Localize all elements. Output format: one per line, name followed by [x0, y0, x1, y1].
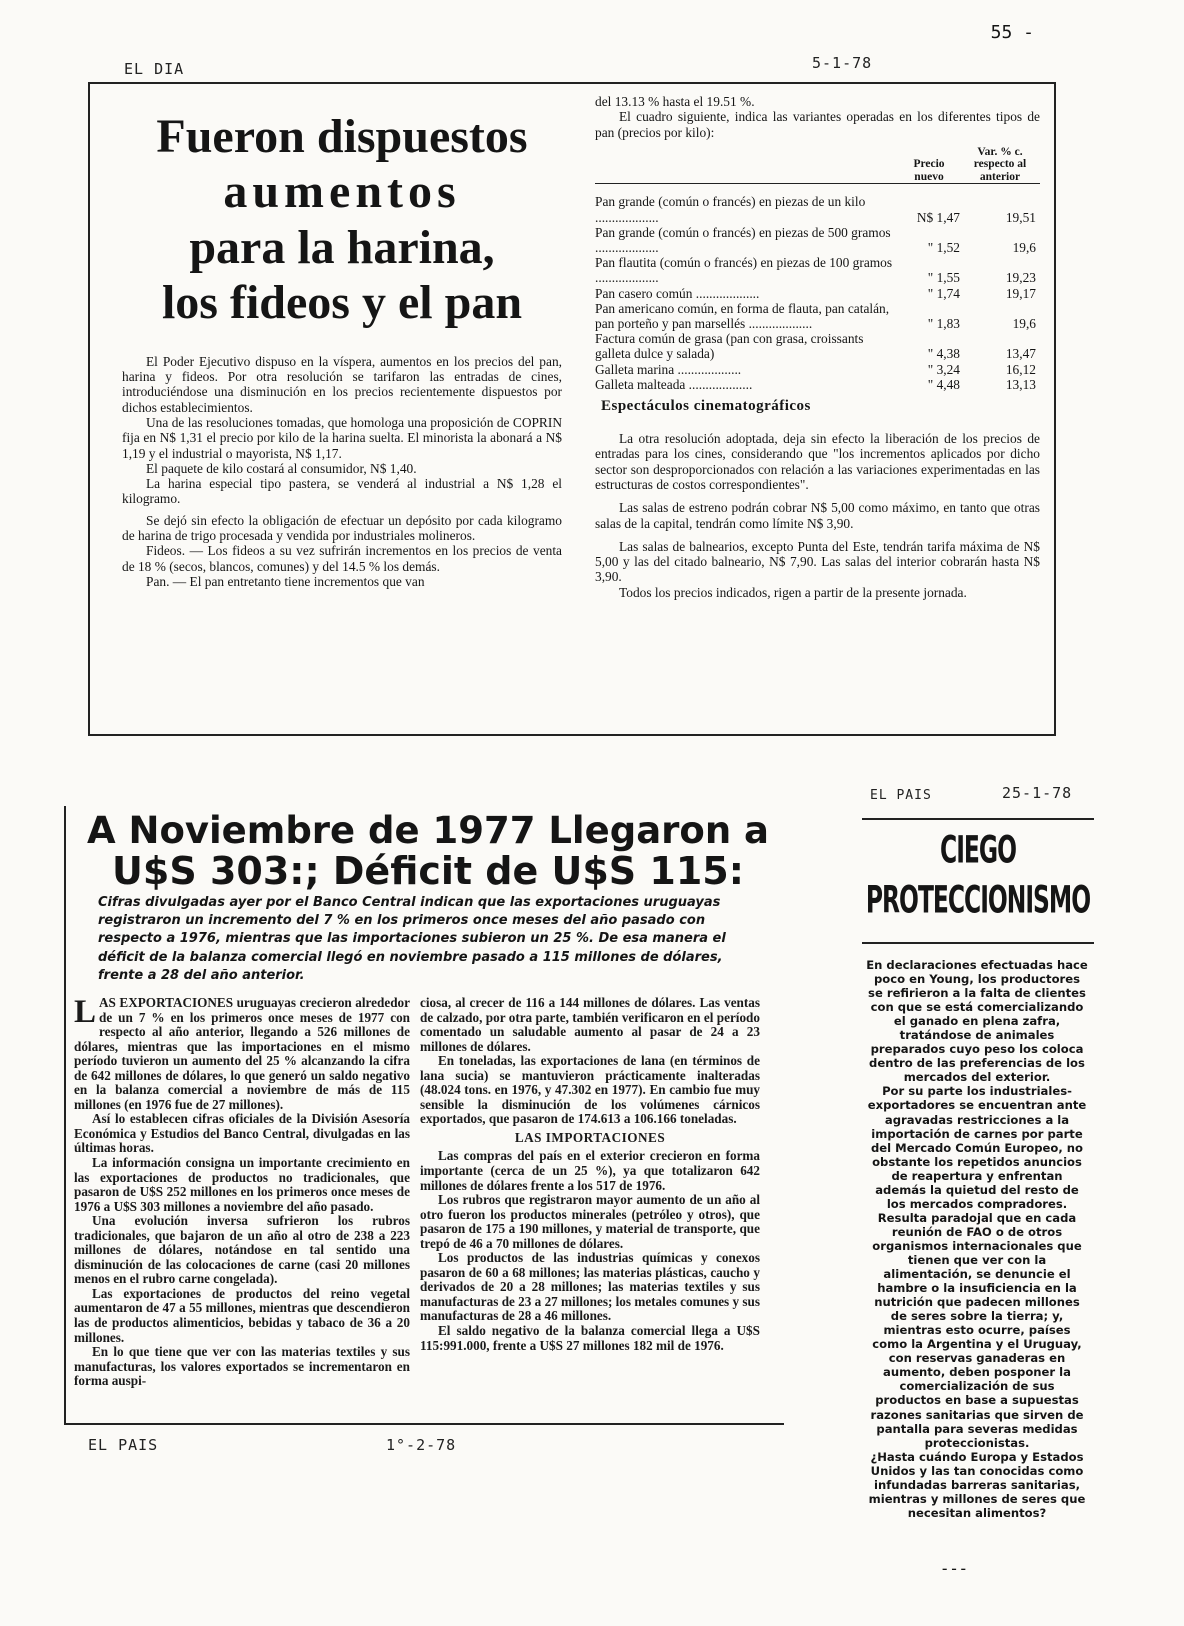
headline-line-4: los fideos y el pan	[161, 276, 523, 330]
paragraph: Una de las resoluciones tomadas, que homologa una proposición de COPRIN fija en N$ 1,31 el precio por kilo de la harina suelta. El minorista la abonará a N$ 1,19 y el industrial o mayorista, N$ 1,17.	[122, 414, 562, 461]
new-price: " 4,38	[927, 346, 960, 362]
paragraph: Los rubros que registraron mayor aumento de un año al otro fueron los productos minerales (petróleo y otros), que pasaron de 175 a 190 millones, y material de transporte, que trepó de 46 a 70 millones de dólares.	[420, 1192, 760, 1251]
paragraph: Las exportaciones de productos del reino vegetal aumentaron de 47 a 55 millones, mientras que descendieron las de productos alimenticios, bebidas y tabaco de 36 a 20 millones.	[74, 1285, 410, 1345]
price-variation: 19,17	[1005, 285, 1036, 301]
new-price: N$ 1,47	[916, 209, 960, 225]
article2-column-2	[420, 996, 760, 1353]
end-mark: - - -	[942, 1560, 966, 1577]
table-row	[595, 377, 1040, 392]
price-variation: 19,23	[1005, 270, 1036, 286]
new-price: " 4,48	[927, 376, 960, 392]
article-2	[64, 800, 784, 1425]
paragraph: ¿Hasta cuándo Europa y Estados Unidos y las tan conocidas como infundadas barreras sanitarias, mientras y millones de seres que necesitan alimentos?	[868, 1449, 1086, 1520]
header-variation: Var. % c. respecto al anterior	[960, 146, 1040, 184]
price-variation: 13,47	[1005, 346, 1036, 362]
paragraph: Pan. — El pan entretanto tiene incrementos que van	[146, 573, 425, 589]
paragraph: Todos los precios indicados, rigen a partir de la presente jornada.	[619, 584, 967, 600]
paragraph: El Poder Ejecutivo dispuso en la víspera, aumentos en los precios del pan, harina y fideos. Por otra resolución se tarifaron las entradas de cines, introduciéndose una disminución en los precios recientemente dispuestos por dichos establecimientos.	[122, 353, 562, 415]
headline-line-2: aumentos	[223, 165, 461, 219]
paragraph: Las salas de balnearios, excepto Punta del Este, tendrán tarifa máxima de N$ 5,00 y las del citado balneario, N$ 7,90. Las salas del interior cobrarán hasta N$ 3,90.	[595, 538, 1040, 585]
article-1	[88, 82, 1056, 736]
paragraph: El cuadro siguiente, indica las variantes operadas en los diferentes tipos de pan (precios por kilo):	[595, 109, 1040, 140]
paragraph: En lo que tiene que ver con las materias textiles y sus manufacturas, los valores exportados se incrementaron en forma auspi-	[74, 1344, 410, 1389]
paragraph: La harina especial tipo pastera, se venderá al industrial a N$ 1,28 el kilogramo.	[122, 476, 562, 507]
bread-type: Galleta malteada ...................	[595, 376, 753, 392]
table-row	[595, 362, 1040, 377]
paragraph: Las salas de estreno podrán cobrar N$ 5,00 como máximo, en tanto que otras salas de la capital, tendrán como límite N$ 3,90.	[595, 500, 1040, 531]
bread-type: Pan grande (común o francés) en piezas de 500 gramos ...................	[595, 224, 891, 255]
price-variation: 19,51	[1005, 209, 1036, 225]
new-price: " 1,74	[927, 285, 960, 301]
paragraph: Por su parte los industriales-exportadores se encuentran ante agravadas restricciones a la importación de carnes por parte del Mercado Común Europeo, no obstante los repetidos anuncios de reapertura y enfrentan además la quietud del resto de los mercados compradores.	[867, 1084, 1087, 1211]
price-variation: 19,6	[1012, 240, 1036, 255]
article2-paper-label: EL PAIS	[88, 1436, 159, 1454]
headline-line-3: para la harina,	[189, 220, 495, 274]
paragraph: En declaraciones efectuadas hace poco en Young, los productores se refirieron a la falta de clientes con que se está comercializando el ganado en plena zafra, tratándose de animales preparados cuyo peso los coloca dentro de las preferencias de los mercados del exterior.	[866, 958, 1088, 1085]
article1-right-column	[595, 94, 1040, 600]
bread-type: Pan americano común, en forma de flauta, pan catalán, pan porteño y pan marsellés ...................	[595, 300, 890, 332]
new-price: " 1,55	[927, 270, 960, 286]
bread-type: Factura común de grasa (pan con grasa, croissants galleta dulce y salada)	[595, 331, 864, 362]
price-variation: 19,6	[1012, 316, 1036, 332]
article2-headline	[76, 810, 780, 892]
bread-type: Pan grande (común o francés) en piezas de un kilo ...................	[595, 194, 866, 225]
article3-paper-label: EL PAIS	[870, 788, 932, 803]
bread-type: Pan casero común ...................	[595, 285, 760, 301]
page-number: 55 -	[990, 22, 1034, 43]
header-price: Precio nuevo	[898, 146, 960, 184]
cinema-subhead: Espectáculos cinematográficos	[601, 398, 811, 415]
article3-date-label: 25-1-78	[1002, 784, 1073, 802]
article2-column-1	[74, 996, 410, 1389]
table-row	[595, 225, 1040, 255]
paragraph: Resulta paradojal que en cada reunión de FAO o de otros organismos internacionales que tienen que ver con la alimentación, se denuncie el hambre o la insuficiencia en la nutrición que padecen millones de seres sobre la tierra; y, mientras esto ocurre, países como la Argentina y el Uruguay, con reservas ganaderas en aumento, deben posponer la comercialización de sus productos en base a supuestas razones sanitarias que sirven de pantalla para severas medidas proteccionistas.	[870, 1210, 1084, 1450]
table-row	[595, 184, 1040, 225]
top-rule	[862, 818, 1094, 820]
paragraph: del 13.13 % hasta el 19.51 %.	[595, 94, 755, 109]
article1-left-column	[122, 94, 562, 589]
bread-price-table	[595, 146, 1040, 392]
article1-headline	[122, 112, 562, 328]
paragraph: El saldo negativo de la balanza comercial llega a U$S 115:991.000, frente a U$S 27 millones 182 mil de 1976.	[420, 1323, 760, 1353]
article2-lede: Cifras divulgadas ayer por el Banco Central indican que las exportaciones uruguayas registraron un incremento del 7 % en los primeros once meses del año pasado con respecto a 1976, mientras que las importaciones subieron un 25 %. De esa manera el déficit de la balanza comercial llegó en noviembre pasado a 115 millones de dólares, frente a 28 del año anterior.	[98, 895, 726, 983]
headline-line-1: CIEGO	[940, 829, 1016, 873]
paragraph: Una evolución inversa sufrieron los rubros tradicionales, que bajaron de un año al otro de 238 a 223 millones de dólares, notándose en tal sentido una disminución de las colocaciones de carne (casi 20 millones menos en el rubro carne congelada).	[74, 1213, 410, 1287]
bottom-rule	[64, 1423, 784, 1425]
paragraph: Los productos de las industrias químicas y conexos pasaron de 60 a 68 millones; las materias plásticas, caucho y derivados de 20 a 28 millones; las materias textiles y sus manufacturas de 23 a 27 millones; los metales comunes y sus manufacturas de 28 a 46 millones.	[420, 1250, 760, 1324]
article1-right-intro	[595, 94, 1040, 140]
headline-line-2: U$S 303:; Déficit de U$S 115:	[112, 849, 744, 893]
table-row	[595, 301, 1040, 331]
article1-body	[122, 354, 562, 589]
headline-rule	[862, 942, 1094, 944]
paragraph: En toneladas, las exportaciones de lana (en términos de lana sucia) se mantuvieron prácticamente inalteradas (48.024 tons. en 1976, y 47.302 en 1977). En cambio fue muy sensible la disminución de los volúmenes cárnicos exportados, que pasaron de 174.613 a 106.166 toneladas.	[420, 1053, 760, 1127]
article-3	[862, 818, 1094, 1577]
table-row	[595, 331, 1040, 361]
bread-type: Pan flautita (común o francés) en piezas de 100 gramos ...................	[595, 255, 893, 286]
paragraph: Así lo establecen cifras oficiales de la División Asesoría Económica y Estudios del Banco Central, divulgadas en las últimas horas.	[74, 1111, 410, 1156]
imports-subhead: LAS IMPORTACIONES	[514, 1129, 666, 1145]
article2-date-label: 1°-2-78	[386, 1436, 457, 1454]
paragraph: Las compras del país en el exterior crecieron en forma importante (cerca de un 25 %), ya que totalizaron 642 millones de dólares frente a los 517 de 1976.	[420, 1148, 760, 1193]
paragraph: LAS EXPORTACIONES uruguayas crecieron alrededor de un 7 % en los primeros once meses de 1977 con respecto al año anterior, llegando a 526 millones de dólares, mientras que las importaciones en el mismo período tuvieron un aumento del 25 % alcanzando la cifra de 642 millones de dólares, lo que generó un saldo negativo en la balanza comercial a noviembre de más de 115 millones (en 1976 fue de 27 millones).	[74, 994, 410, 1112]
price-variation: 16,12	[1005, 361, 1036, 377]
article1-paper-label: EL DIA	[124, 60, 185, 78]
table-row	[595, 255, 1040, 285]
article3-headline	[862, 829, 1094, 923]
paragraph: Se dejó sin efecto la obligación de efectuar un depósito por cada kilogramo de harina de trigo procesada y vendida por industriales molineros.	[122, 512, 562, 544]
paragraph: ciosa, al crecer de 116 a 144 millones de dólares. Las ventas de calzado, por otra parte, también verificaron en el período comentado un saludable aumento al pasar de 24 a 23 millones de dólares.	[420, 995, 760, 1054]
bread-type: Galleta marina ...................	[595, 361, 742, 377]
paragraph: Fideos. — Los fideos a su vez sufrirán incrementos en los precios de venta de 18 % (secos, blancos, comunes) y del 14.5 % los demás.	[122, 543, 562, 574]
headline-line-1: A Noviembre de 1977 Llegaron a	[86, 809, 770, 852]
new-price: " 1,83	[927, 316, 960, 332]
column-rule	[64, 806, 66, 1423]
table-row	[595, 286, 1040, 301]
headline-line-1: Fueron dispuestos	[156, 110, 528, 163]
headline-line-2: PROTECCIONISMO	[865, 879, 1091, 923]
article3-body	[866, 958, 1088, 1520]
cinema-body	[595, 431, 1040, 600]
price-variation: 13,13	[1005, 376, 1036, 392]
article1-date-label: 5-1-78	[812, 54, 873, 72]
paragraph: La información consigna un importante crecimiento en las exportaciones de productos no tradicionales, que pasaron de U$S 252 millones en los primeros once meses de 1976 a U$S 303 millones a noviembre del año pasado.	[74, 1155, 410, 1214]
new-price: " 1,52	[927, 240, 960, 255]
new-price: " 3,24	[927, 361, 960, 377]
paragraph: El paquete de kilo costará al consumidor, N$ 1,40.	[146, 460, 417, 476]
paragraph: La otra resolución adoptada, deja sin efecto la liberación de los precios de entradas para los cines, considerando que "los incrementos aplicados por dicho sector son desproporcionados con relación a las variaciones experimentadas en las estructuras de costos correspondientes".	[595, 431, 1040, 492]
drop-cap: L	[74, 994, 97, 1030]
